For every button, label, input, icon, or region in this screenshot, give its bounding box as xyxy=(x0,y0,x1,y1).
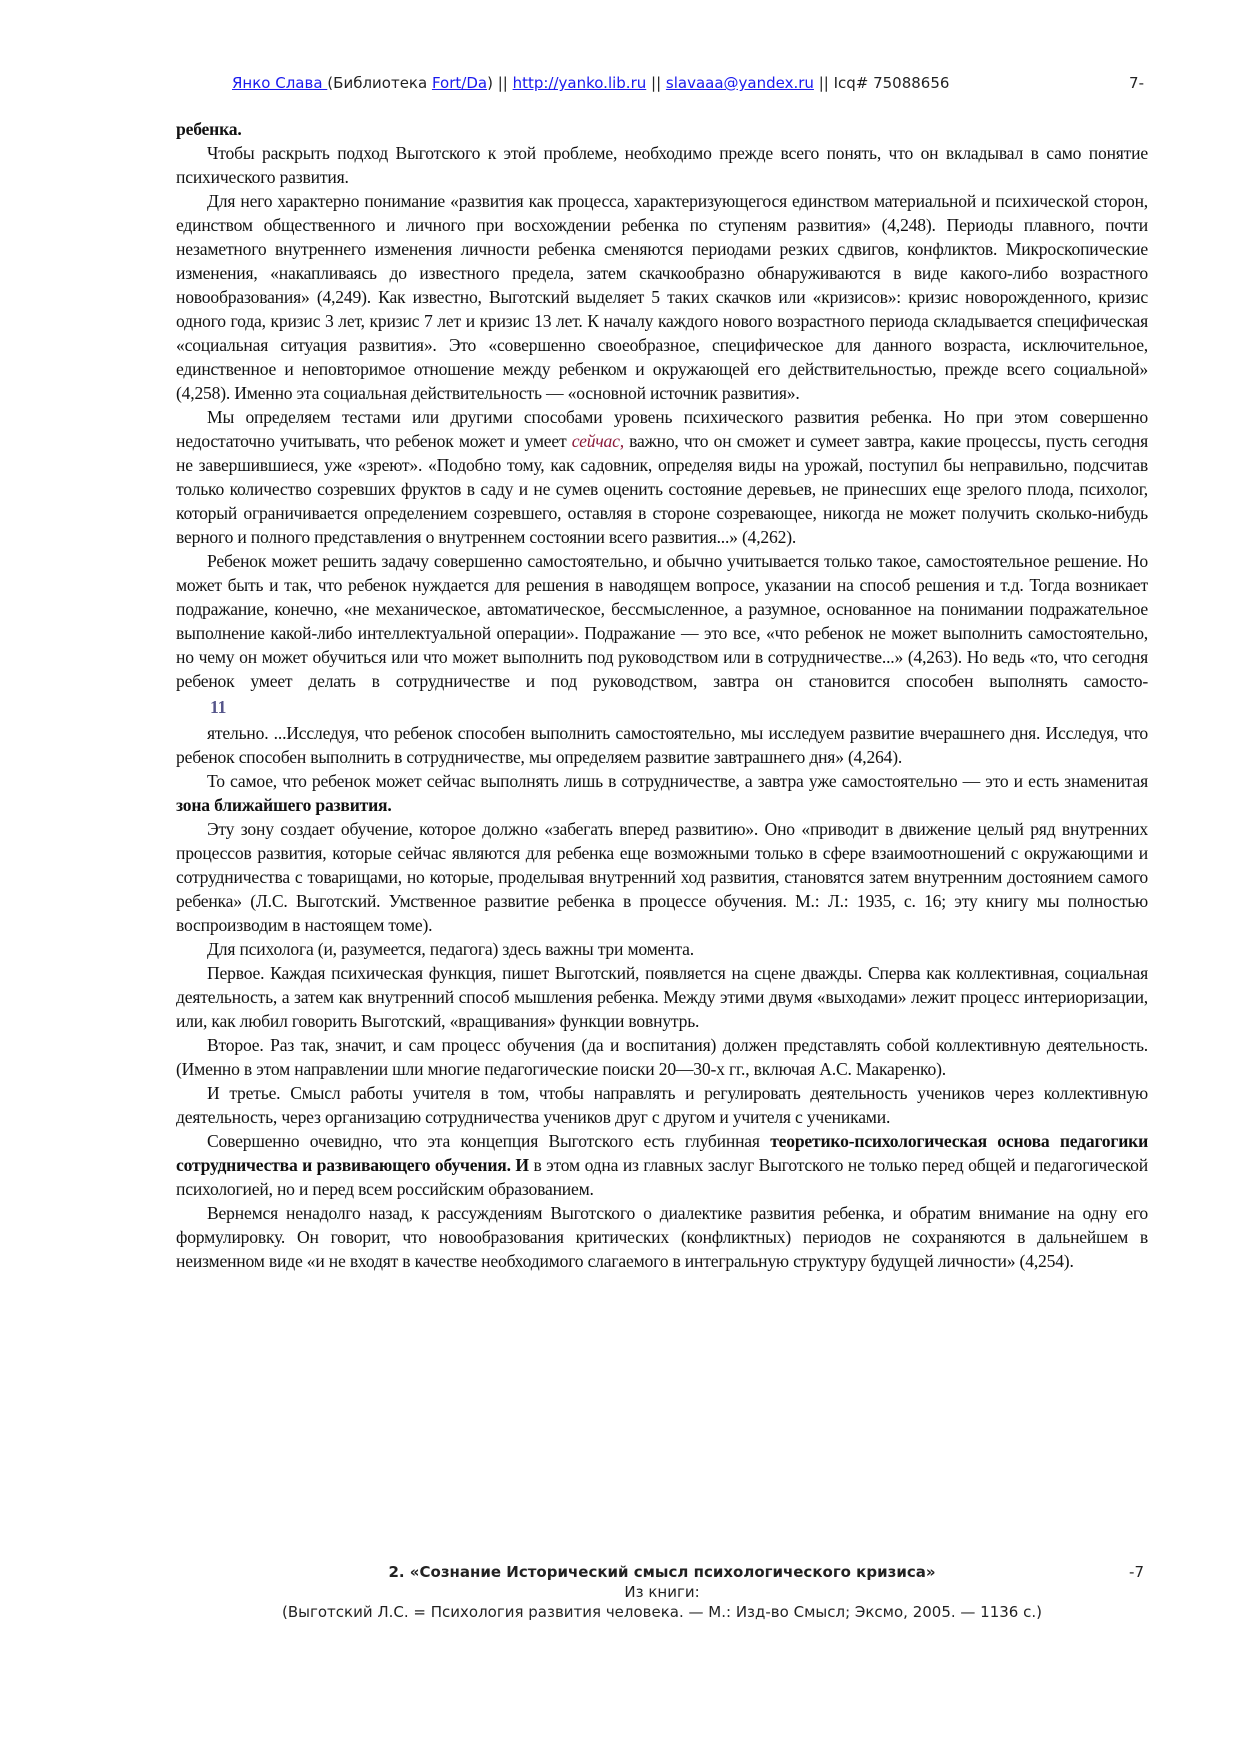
email-link[interactable]: slavaaa@yandex.ru xyxy=(665,74,814,92)
paragraph xyxy=(176,189,1148,405)
text-run: ятельно. ...Исследуя, что ребенок способен выполнить самостоятельно, мы исследуем развитие вчерашнего дня. Исследуя, что ребенок способен выполнить в сотрудничестве, мы определяем развитие завтрашнего дня» (4,264). xyxy=(176,723,1148,767)
text-run: Для психолога (и, разумеется, педагога) здесь важны три момента. xyxy=(207,939,694,959)
footer-citation: (Выготский Л.С. = Психология развития человека. — М.: Изд-во Смысл; Эксмо, 2005. — 1136 с.) xyxy=(282,1603,1042,1621)
paragraph xyxy=(176,1201,1148,1273)
footer-page-number: -7 xyxy=(1129,1563,1144,1581)
paragraph xyxy=(176,117,1148,141)
author-link[interactable]: Янко Слава xyxy=(232,74,328,92)
page-footer xyxy=(176,1562,1148,1622)
paragraph xyxy=(176,1033,1148,1081)
separator: || xyxy=(646,74,666,92)
bold-text: теоретико-психологическая основа педагогики сотрудничества и развивающего обучения. И xyxy=(176,1131,1149,1175)
text-run: важно, что он сможет и сумеет завтра, какие процессы, пусть сегодня не завершившиеся, уже «зреют». «Подобно тому, как садовник, определяя виды на урожай, поступил бы неправильно, подсчитав только количество созревших фруктов в саду и не сумев оценить состояние деревьев, не принесших еще зрелого плода, психолог, который ограничивается определением созревшего, оставляя в стороне созревающее, никогда не может получить сколько-нибудь верного и полного представления о внутреннем состоянии всего развития...» (4,262). xyxy=(176,431,1149,547)
paragraph xyxy=(176,141,1148,189)
text-run: Мы определяем тестами или другими способами уровень психического развития ребенка. Но при этом совершенно недостаточно учитывать, что ребенок может и умеет xyxy=(176,407,1148,451)
icq-text: || Icq# 75088656 xyxy=(813,74,950,92)
text-run: Второе. Раз так, значит, и сам процесс обучения (да и воспитания) должен представлять собой коллективную деятельность. (Именно в этом направлении шли многие педагогические поиски 20—30-х гг., включая А.С. Макаренко). xyxy=(176,1035,1148,1079)
paragraph xyxy=(176,1129,1148,1201)
text-run: Эту зону создает обучение, которое должно «забегать вперед развитию». Оно «приводит в движение целый ряд внутренних процессов развития, которые сейчас являются для ребенка еще возможными только в сфере взаимоотношений с окружающими и сотрудничества с товарищами, но которые, проделывая внутренний ход развития, становятся затем внутренним достоянием самого ребенка» (Л.С. Выготский. Умственное развитие ребенка в процессе обучения. М.: Л.: 1935, с. 16; эту книгу мы полностью воспроизводим в настоящем томе). xyxy=(176,819,1148,935)
library-link[interactable]: Fort/Da xyxy=(431,74,488,92)
italic-text: сейчас, xyxy=(571,431,624,451)
text-run: И третье. Смысл работы учителя в том, чтобы направлять и регулировать деятельность учеников через коллективную деятельность, через организацию сотрудничества учеников друг с другом и учителя с учениками. xyxy=(176,1083,1148,1127)
paragraph xyxy=(176,817,1148,937)
separator: ) || xyxy=(487,74,513,92)
paragraph xyxy=(176,961,1148,1033)
text-run: Для него характерно понимание «развития как процесса, характеризующегося единством материальной и психической сторон, единством общественного и личного при восхождении ребенка по ступеням развития» (4,248). Периоды плавного, почти незаметного внутреннего изменения личности ребенка сменяются периодами резких сдвигов, конфликтов. Микроскопические изменения, «накапливаясь до известного предела, затем скачкообразно обнаруживаются в виде какого-либо возрастного новообразования» (4,249). Как известно, Выготский выделяет 5 таких скачков или «кризисов»: кризис новорожденного, кризис одного года, кризис 3 лет, кризис 7 лет и кризис 13 лет. К началу каждого нового возрастного периода складывается специфическая «социальная ситуация развития». Это «совершенно своеобразное, специфическое для данного возраста, исключительное, единственное и неповторимое отношение между ребенком и окружающей его действительностью, прежде всего социальной» (4,258). Именно эта социальная действительность — «основной источник развития». xyxy=(176,191,1148,403)
paragraph xyxy=(176,549,1148,693)
paragraph xyxy=(176,1081,1148,1129)
document-body xyxy=(176,117,1148,1273)
paragraph xyxy=(176,769,1148,817)
bold-text: зона ближайшего развития. xyxy=(176,795,392,815)
text-run: в этом одна из главных заслуг Выготского не только перед общей и педагогической психологией, но и перед всем российским образованием. xyxy=(176,1155,1148,1199)
paragraph xyxy=(176,405,1148,549)
text-run: Чтобы раскрыть подход Выготского к этой проблеме, необходимо прежде всего понять, что он вкладывал в само понятие психического развития. xyxy=(176,143,1148,187)
header-line xyxy=(232,74,949,92)
footer-source-label: Из книги: xyxy=(624,1583,700,1601)
text-run: Совершенно очевидно, что эта концепция Выготского есть глубинная xyxy=(207,1131,771,1151)
text-run: Вернемся ненадолго назад, к рассуждениям Выготского о диалектике развития ребенка, и обратим внимание на одну его формулировку. Он говорит, что новообразования критических (конфликтных) периодов не сохраняются в дальнейшем в неизменном виде «и не входят в качестве необходимого слагаемого в интегральную структуру будущей личности» (4,254). xyxy=(176,1203,1148,1271)
footer-title: 2. «Сознание Исторический смысл психологического кризиса» xyxy=(388,1563,936,1581)
text-run: Ребенок может решить задачу совершенно самостоятельно, и обычно учитывается только такое, самостоятельное решение. Но может быть и так, что ребенок нуждается для решения в наводящем вопросе, указании на способ решения и т.д. Тогда возникает подражание, конечно, «не механическое, автоматическое, бессмысленное, а разумное, основанное на понимании подражательное выполнение какой-либо интеллектуальной операции». Подражание — это все, «что ребенок не может выполнить самостоятельно, но чему он может обучиться или что может выполнить под руководством или в сотрудничестве...» (4,263). Но ведь «то, что сегодня ребенок умеет делать в сотрудничестве и под руководством, завтра он становится способен выполнять самосто- xyxy=(176,551,1148,691)
text-run: Первое. Каждая психическая функция, пишет Выготский, появляется на сцене дважды. Сперва как коллективная, социальная деятельность, а затем как внутренний способ мышления ребенка. Между этими двумя «выходами» лежит процесс интериоризации, или, как любил говорить Выготский, «вращивания» функции вовнутрь. xyxy=(176,963,1148,1031)
header-page-number: 7- xyxy=(1129,74,1144,92)
paragraph xyxy=(176,937,1148,961)
bold-text: ребенка. xyxy=(176,119,242,139)
library-label: (Библиотека xyxy=(327,74,432,92)
paragraph xyxy=(176,721,1148,769)
text-run: То самое, что ребенок может сейчас выполнять лишь в сотрудничестве, а завтра уже самостоятельно — это и есть знаменитая xyxy=(207,771,1148,791)
source-page-marker: 11 xyxy=(210,697,227,717)
site-link[interactable]: http://yanko.lib.ru xyxy=(512,74,647,92)
